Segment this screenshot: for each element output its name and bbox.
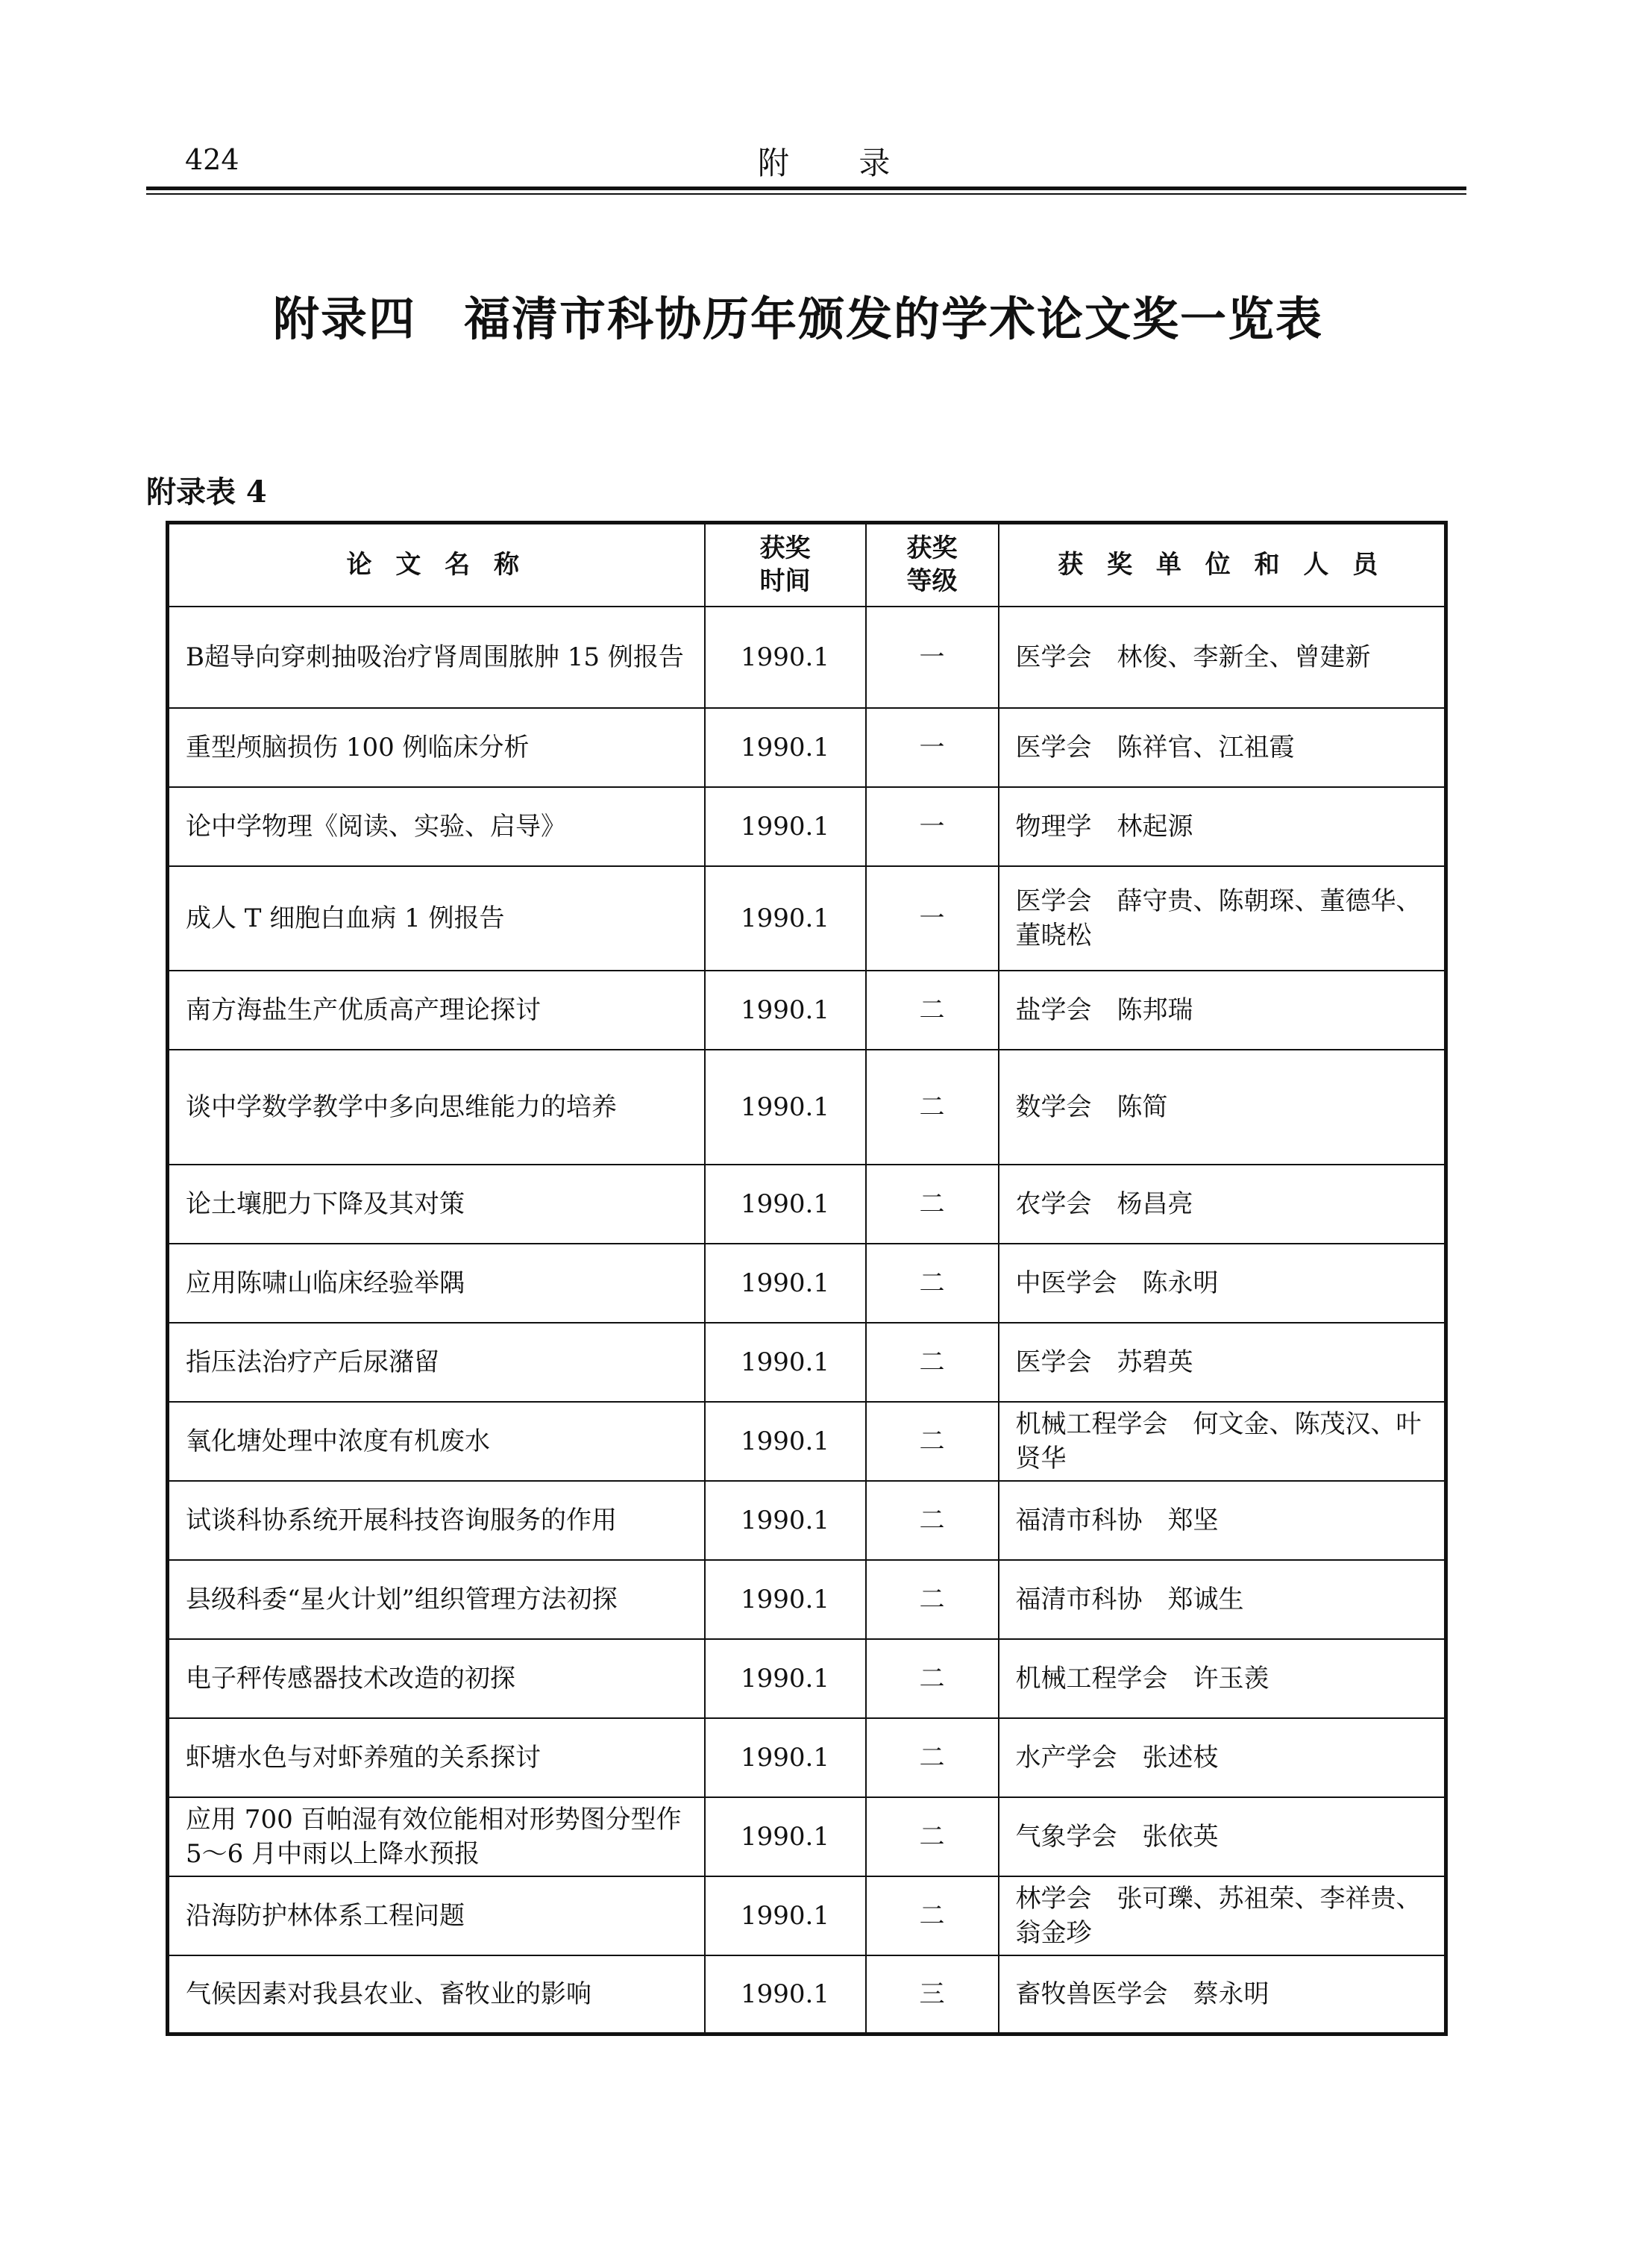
award-time: 1990.1 xyxy=(705,1050,866,1165)
award-recipients: 医学会 林俊、李新全、曾建新 xyxy=(999,607,1446,708)
award-grade: 二 xyxy=(866,1797,999,1876)
header-rule-thick xyxy=(146,187,1466,190)
award-grade: 二 xyxy=(866,1050,999,1165)
award-recipients: 机械工程学会 许玉羡 xyxy=(999,1639,1446,1718)
col-header-grade-line1: 获奖 xyxy=(906,533,958,564)
award-recipients: 机械工程学会 何文金、陈茂汉、叶贤华 xyxy=(999,1402,1446,1481)
award-time: 1990.1 xyxy=(705,607,866,708)
paper-title: 谈中学数学教学中多向思维能力的培养 xyxy=(168,1050,705,1165)
award-time: 1990.1 xyxy=(705,1165,866,1244)
award-recipients: 气象学会 张依英 xyxy=(999,1797,1446,1876)
table-label: 附录表 4 xyxy=(146,474,267,510)
table-row xyxy=(168,866,1446,971)
award-time: 1990.1 xyxy=(705,1244,866,1323)
award-grade: 二 xyxy=(866,1560,999,1639)
award-recipients: 福清市科协 郑诚生 xyxy=(999,1560,1446,1639)
awards-table xyxy=(166,521,1448,2036)
table-row xyxy=(168,1955,1446,2034)
award-recipients: 林学会 张可瓅、苏祖荣、李祥贵、翁金珍 xyxy=(999,1876,1446,1955)
table-row xyxy=(168,1481,1446,1560)
paper-title: 沿海防护林体系工程问题 xyxy=(168,1876,705,1955)
table-header-row xyxy=(168,523,1446,607)
paper-title: 南方海盐生产优质高产理论探讨 xyxy=(168,971,705,1050)
paper-title: 指压法治疗产后尿潴留 xyxy=(168,1323,705,1402)
table-row xyxy=(168,1402,1446,1481)
col-header-time-line1: 获奖 xyxy=(759,533,811,564)
award-grade: 二 xyxy=(866,1876,999,1955)
appendix-title: 附录四 福清市科协历年颁发的学术论文奖一览表 xyxy=(272,292,1323,346)
paper-title: 气候因素对我县农业、畜牧业的影响 xyxy=(168,1955,705,2034)
award-time: 1990.1 xyxy=(705,1560,866,1639)
table-row xyxy=(168,971,1446,1050)
award-grade: 一 xyxy=(866,708,999,787)
table-row xyxy=(168,607,1446,708)
table-row xyxy=(168,1639,1446,1718)
award-grade: 一 xyxy=(866,866,999,971)
col-header-grade xyxy=(866,523,999,607)
award-recipients: 物理学 林起源 xyxy=(999,787,1446,866)
award-grade: 二 xyxy=(866,971,999,1050)
paper-title: 电子秤传感器技术改造的初探 xyxy=(168,1639,705,1718)
award-grade: 二 xyxy=(866,1402,999,1481)
award-grade: 二 xyxy=(866,1481,999,1560)
award-recipients: 水产学会 张述枝 xyxy=(999,1718,1446,1797)
award-time: 1990.1 xyxy=(705,866,866,971)
paper-title: 应用陈啸山临床经验举隅 xyxy=(168,1244,705,1323)
paper-title: 虾塘水色与对虾养殖的关系探讨 xyxy=(168,1718,705,1797)
award-time: 1990.1 xyxy=(705,1323,866,1402)
award-grade: 三 xyxy=(866,1955,999,2034)
table-row xyxy=(168,1244,1446,1323)
award-recipients: 畜牧兽医学会 蔡永明 xyxy=(999,1955,1446,2034)
paper-title: 应用 700 百帕湿有效位能相对形势图分型作 5～6 月中雨以上降水预报 xyxy=(168,1797,705,1876)
running-head: 附 录 xyxy=(758,145,920,181)
col-header-award: 获 奖 单 位 和 人 员 xyxy=(999,523,1446,607)
table-row xyxy=(168,787,1446,866)
col-header-time-line2: 时间 xyxy=(759,566,811,597)
page-header xyxy=(146,133,1466,187)
paper-title: 论土壤肥力下降及其对策 xyxy=(168,1165,705,1244)
award-recipients: 盐学会 陈邦瑞 xyxy=(999,971,1446,1050)
award-time: 1990.1 xyxy=(705,1639,866,1718)
award-recipients: 福清市科协 郑坚 xyxy=(999,1481,1446,1560)
award-time: 1990.1 xyxy=(705,1718,866,1797)
award-recipients: 医学会 薛守贵、陈朝琛、董德华、董晓松 xyxy=(999,866,1446,971)
award-grade: 二 xyxy=(866,1165,999,1244)
award-grade: 二 xyxy=(866,1323,999,1402)
table-row xyxy=(168,1797,1446,1876)
paper-title: 试谈科协系统开展科技咨询服务的作用 xyxy=(168,1481,705,1560)
paper-title: 县级科委“星火计划”组织管理方法初探 xyxy=(168,1560,705,1639)
paper-title: 论中学物理《阅读、实验、启导》 xyxy=(168,787,705,866)
award-grade: 二 xyxy=(866,1718,999,1797)
table-row xyxy=(168,1165,1446,1244)
page-number: 424 xyxy=(185,143,239,176)
award-time: 1990.1 xyxy=(705,1402,866,1481)
paper-title: 氧化塘处理中浓度有机废水 xyxy=(168,1402,705,1481)
award-recipients: 医学会 陈祥官、江祖霞 xyxy=(999,708,1446,787)
award-time: 1990.1 xyxy=(705,1955,866,2034)
award-recipients: 中医学会 陈永明 xyxy=(999,1244,1446,1323)
table-row xyxy=(168,1876,1446,1955)
table-row xyxy=(168,1560,1446,1639)
award-time: 1990.1 xyxy=(705,971,866,1050)
award-recipients: 农学会 杨昌亮 xyxy=(999,1165,1446,1244)
table-row xyxy=(168,708,1446,787)
award-grade: 二 xyxy=(866,1244,999,1323)
award-grade: 一 xyxy=(866,787,999,866)
award-grade: 一 xyxy=(866,607,999,708)
award-time: 1990.1 xyxy=(705,708,866,787)
award-time: 1990.1 xyxy=(705,1876,866,1955)
header-rule-thin xyxy=(146,193,1466,195)
col-header-title: 论 文 名 称 xyxy=(168,523,705,607)
paper-title: B超导向穿刺抽吸治疗肾周围脓肿 15 例报告 xyxy=(168,607,705,708)
award-grade: 二 xyxy=(866,1639,999,1718)
award-recipients: 数学会 陈简 xyxy=(999,1050,1446,1165)
table-row xyxy=(168,1718,1446,1797)
col-header-time xyxy=(705,523,866,607)
paper-title: 成人 T 细胞白血病 1 例报告 xyxy=(168,866,705,971)
table-row xyxy=(168,1050,1446,1165)
col-header-grade-line2: 等级 xyxy=(906,566,958,597)
award-time: 1990.1 xyxy=(705,1481,866,1560)
award-recipients: 医学会 苏碧英 xyxy=(999,1323,1446,1402)
paper-title: 重型颅脑损伤 100 例临床分析 xyxy=(168,708,705,787)
award-time: 1990.1 xyxy=(705,1797,866,1876)
table-row xyxy=(168,1323,1446,1402)
award-time: 1990.1 xyxy=(705,787,866,866)
